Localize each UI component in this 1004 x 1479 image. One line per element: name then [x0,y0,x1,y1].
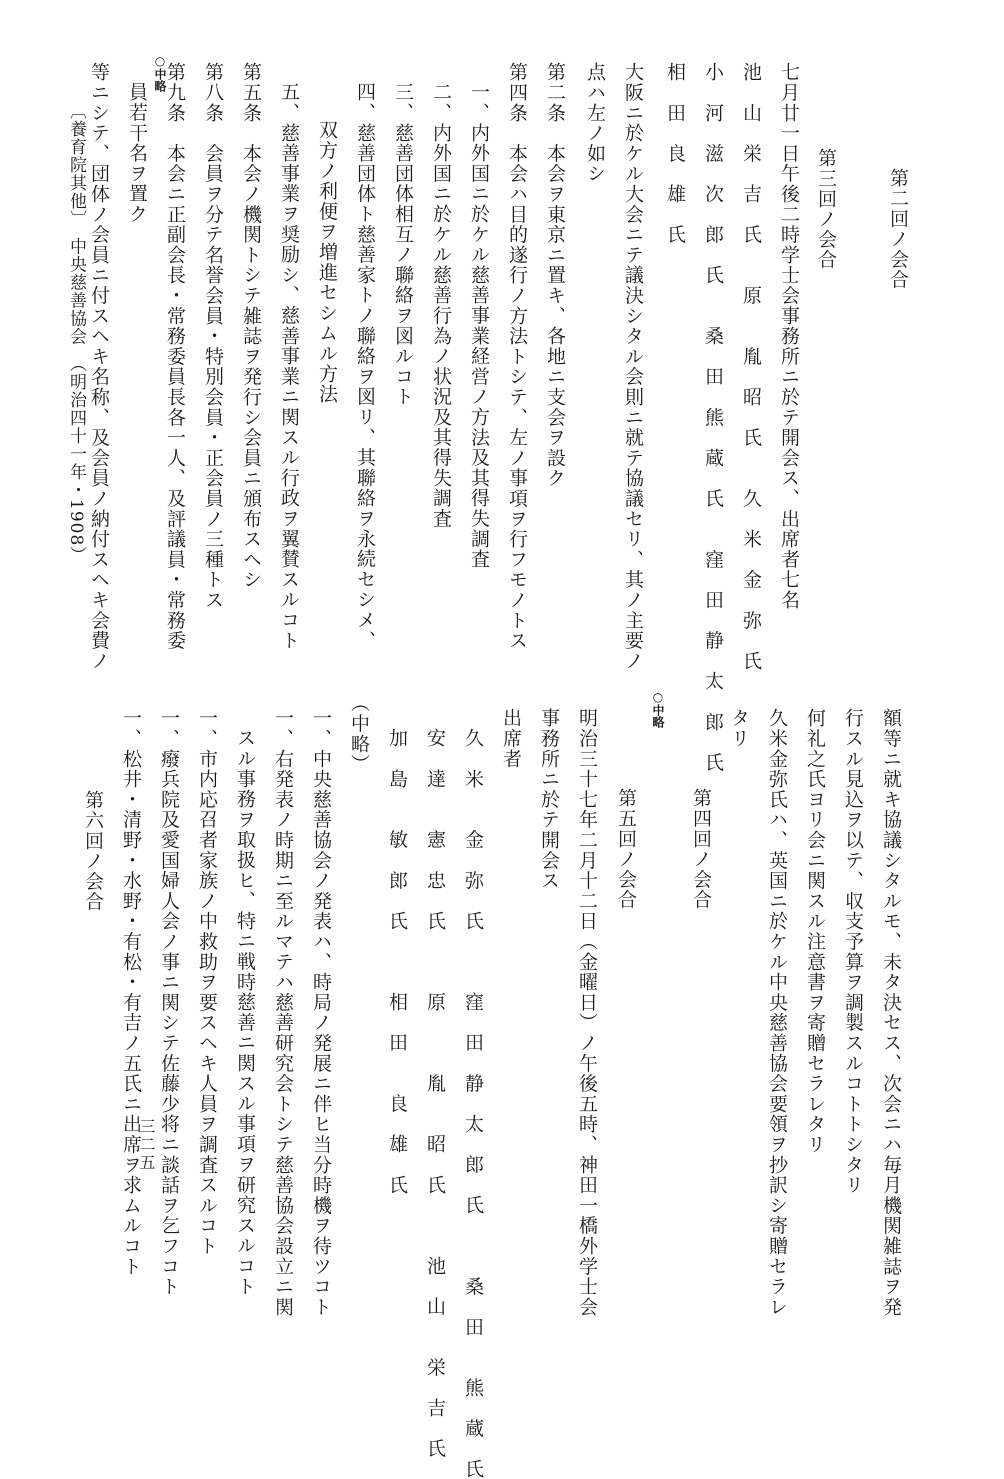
top-line: 五、慈善事業ヲ奨励シ、慈善事業ニ関スル行政ヲ翼賛スルコト [278,82,300,651]
bottom-line: 額等ニ就キ協議シタルモ、未タ決セス、次会ニハ毎月機関雑誌ヲ発 [880,708,902,1317]
top-line: 第八条 会員ヲ分テ名誉会員・特別会員・正会員ノ三種トス [202,62,224,611]
top-line: 小 河 滋 次 郎 氏 桑 田 熊 蔵 氏 窪 田 静 太 郎 氏 [702,62,724,773]
top-line: 三、慈善団体相互ノ聯絡ヲ図ルコト [392,82,414,407]
top-line: 池 山 栄 吉 氏 原 胤 昭 氏 久 米 金 弥 氏 [740,62,762,671]
top-line: 四、慈善団体ト慈善家トノ聯絡ヲ図リ、其聯絡ヲ永続セシメ、 [354,82,376,651]
top-line: 点ハ左ノ如シ [584,62,606,184]
top-line: 第二回ノ会合 [887,168,909,290]
top-line: 第二条 本会ヲ東京ニ置キ、各地ニ支会ヲ設ク [544,62,566,489]
page-number: 三二五 [137,1118,156,1172]
top-line: 双方ノ利便ヲ増進セシムル方法 [316,120,338,405]
bottom-line: 事務所ニ於テ開会ス [538,708,560,891]
omission-marker: ○中略 [651,690,665,728]
bottom-line: タリ [728,708,750,749]
top-line: 員若干名ヲ置ク [126,82,148,225]
omission-marker: ○中略 [153,54,167,92]
bottom-line: 行スル見込ヲ以テ、収支予算ヲ調製スルコトトシタリ [842,708,864,1196]
bottom-line: 一、右発表ノ時期ニ至ルマテハ慈善研究会トシテ慈善協会設立ニ関 [272,708,294,1317]
bottom-line: 一、市内応召者家族ノ中救助ヲ要スヘキ人員ヲ調査スルコト [196,708,218,1257]
bottom-line: 何礼之氏ヨリ会ニ関スル注意書ヲ寄贈セラレタリ [804,708,826,1155]
top-line: 一、内外国ニ於ケル慈善事業経営ノ方法及其得失調査 [468,82,490,570]
bottom-line: （中略） [348,693,370,775]
bottom-line: 出席者 [500,708,522,769]
top-line: 第五条 本会ノ機関トシテ雑誌ヲ発行シ会員ニ頒布スヘシ [240,62,262,590]
bottom-line: 第六回ノ会合 [82,790,104,912]
bottom-line: 第五回ノ会合 [615,788,637,910]
bottom-line: 第四回ノ会合 [690,788,712,910]
top-line: 第三回ノ会合 [815,148,837,270]
bottom-line: 久米金弥氏ハ、英国ニ於ケル中央慈善協会要領ヲ抄訳シ寄贈セラレ [766,708,788,1317]
bottom-line: 一、癈兵院及愛国婦人会ノ事ニ関シテ佐藤少将ニ談話ヲ乞フコト [158,708,180,1297]
top-line: 大阪ニ於ケル大会ニテ議決シタル会則ニ就テ協議セリ、其ノ主要ノ [622,62,644,671]
source-footer: 〔養育院其他〕 中央慈善協会 （明治四十一年・1908） [66,102,86,565]
bottom-line: 安 達 憲 忠 氏 原 胤 昭 氏 池 山 栄 吉 氏 [424,728,446,1459]
bottom-line: 一、中央慈善協会ノ発表ハ、時局ノ発展ニ伴ヒ当分時機ヲ待ツコト [310,708,332,1317]
bottom-line: 明治三十七年二月十二日（金曜日）ノ午後五時、神田一橋外学士会 [576,708,598,1317]
bottom-line: 加 島 敏 郎 氏 相 田 良 雄 氏 [386,728,408,1195]
top-line: 等ニシテ、団体ノ会員ニ付スヘキ名称、及会員ノ納付スヘキ会費ノ [88,62,110,671]
bottom-line: スル事務ヲ取扱ヒ、特ニ戦時慈善ニ関スル事項ヲ研究スルコト [234,728,256,1297]
top-line: 二、内外国ニ於ケル慈善行為ノ状況及其得失調査 [430,82,452,529]
bottom-line: 一、松井・清野・水野・有松・有吉ノ五氏ニ出席ヲ求ムルコト [120,708,142,1277]
top-line: 第九条 本会ニ正副会長・常務委員長各一人、及評議員・常務委 [164,62,186,651]
top-line: 相 田 良 雄 氏 [664,62,686,245]
top-line: 七月廿一日午後二時学士会事務所ニ於テ開会ス、出席者七名 [778,62,800,611]
bottom-line: 久 米 金 弥 氏 窪 田 静 太 郎 氏 桑 田 熊 蔵 氏 [462,728,484,1479]
top-line: 第四条 本会ハ目的遂行ノ方法トシテ、左ノ事項ヲ行フモノトス [506,62,528,651]
